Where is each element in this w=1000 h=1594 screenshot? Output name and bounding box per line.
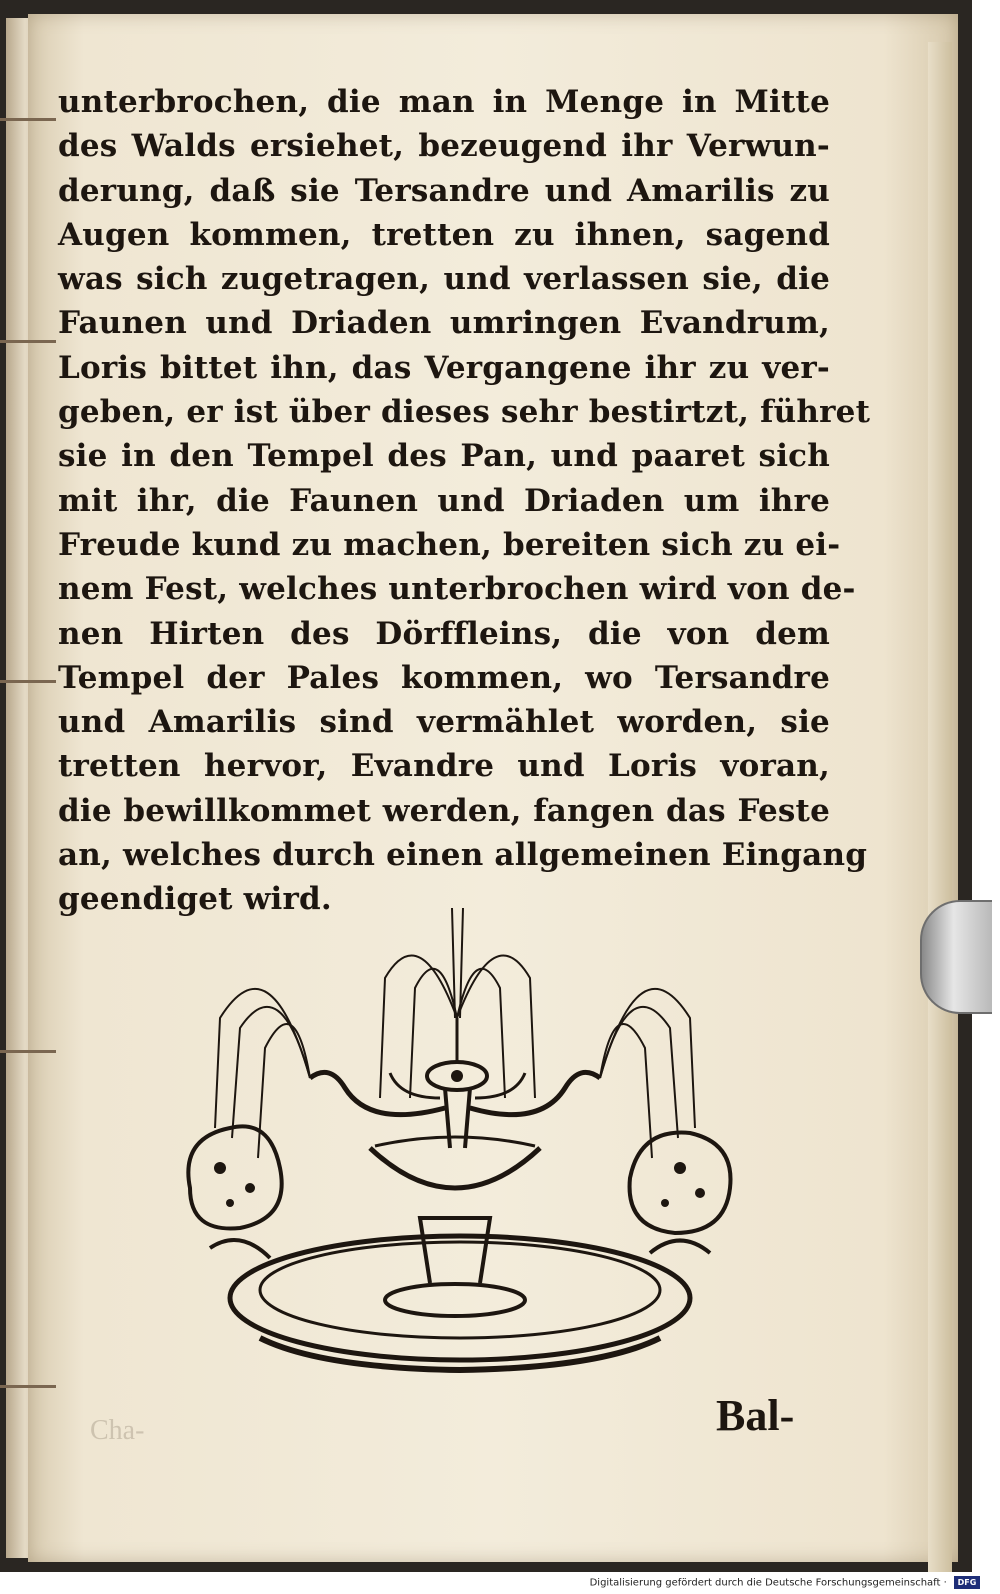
digitization-footer — [590, 1576, 980, 1589]
bleed-through-text: Cha- — [90, 1415, 145, 1446]
body-text — [58, 80, 871, 922]
binding-thread — [0, 340, 56, 343]
text-line: derung, daß sie Tersandre und Amarilis zu — [58, 172, 830, 209]
binding-thread — [0, 118, 56, 121]
footer-text: Digitalisierung gefördert durch die Deutsche Forschungsgemeinschaft · — [589, 1577, 947, 1589]
binding-thread — [0, 1385, 56, 1388]
page-clip — [920, 900, 992, 1014]
binding-thread — [0, 1050, 56, 1053]
text-line: Loris bittet ihn, das Vergangene ihr zu ver- — [58, 349, 830, 386]
text-line: was sich zugetragen, und verlassen sie, die — [58, 261, 830, 298]
text-line: an, welches durch einen allgemeinen Eingang — [58, 837, 868, 874]
text-line: nen Hirten des Dörffleins, die von dem — [58, 615, 830, 652]
text-line: unterbrochen, die man in Menge in Mitte — [58, 84, 830, 120]
text-line: sie in den Tempel des Pan, und paaret sich — [58, 438, 830, 475]
text-line: und Amarilis sind vermählet worden, sie — [58, 704, 830, 741]
fountain-woodcut-illustration — [170, 898, 750, 1398]
text-line: die bewillkommet werden, fangen das Feste — [58, 792, 830, 829]
text-line: Faunen und Driaden umringen Evandrum, — [58, 305, 830, 342]
text-line: des Walds ersiehet, bezeugend ihr Verwun- — [58, 128, 830, 165]
text-line: Freude kund zu machen, bereiten sich zu ei- — [58, 526, 841, 563]
text-line: geendiget wird. — [58, 881, 332, 918]
text-line: Augen kommen, tretten zu ihnen, sagend — [58, 216, 830, 253]
text-line: mit ihr, die Faunen und Driaden um ihre — [58, 482, 830, 519]
text-line: tretten hervor, Evandre und Loris voran, — [58, 748, 830, 785]
text-line: Tempel der Pales kommen, wo Tersandre — [58, 659, 830, 696]
page-fore-edge — [928, 42, 952, 1572]
catchword: Bal- — [716, 1391, 795, 1440]
text-line: nem Fest, welches unterbrochen wird von de- — [58, 571, 856, 608]
text-line: geben, er ist über dieses sehr bestirtzt, führet — [58, 394, 871, 431]
binding-thread — [0, 680, 56, 683]
dfg-logo-icon: DFG — [954, 1576, 980, 1589]
